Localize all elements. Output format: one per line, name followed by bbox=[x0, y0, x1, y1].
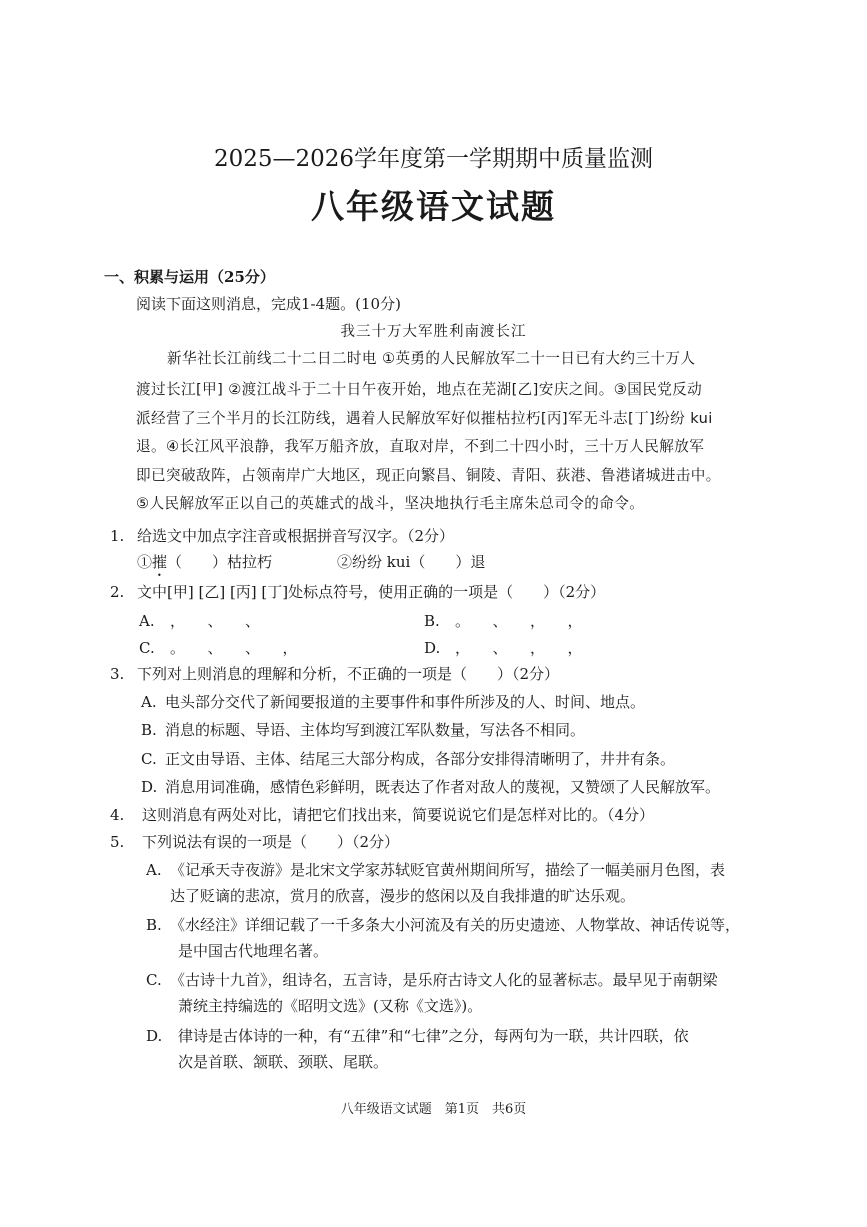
news-line: ⑤人民解放军正以自己的英雄式的战斗，坚决地执行毛主席朱总司令的命令。 bbox=[136, 495, 645, 512]
question-stem: 文中[甲] [乙] [丙] [丁]处标点符号，使用正确的一项是（ ）（2分） bbox=[137, 583, 606, 601]
option-text: 《记承天寺夜游》是北宋文学家苏轼贬官黄州期间所写，描绘了一幅美丽月色图，表 bbox=[170, 861, 726, 879]
q1-item-b: ②纷纷 kui（ ）退 bbox=[337, 553, 486, 571]
option-text: 正文由导语、主体、结尾三大部分构成，各部分安排得清晰明了，井井有条。 bbox=[165, 750, 676, 768]
news-line: 新华社长江前线二十二日二时电 ①英勇的人民解放军二十一日已有大约三十万人 bbox=[167, 350, 696, 367]
option-text: 消息的标题、导语、主体均写到渡江军队数量，写法各不相同。 bbox=[165, 721, 586, 739]
question-number: 5. bbox=[110, 833, 125, 851]
option-text: 电头部分交代了新闻要报道的主要事件和事件所涉及的人、时间、地点。 bbox=[165, 693, 646, 711]
news-title: 我三十万大军胜利南渡长江 bbox=[340, 324, 527, 340]
option-letter: B. bbox=[141, 721, 157, 739]
main-title: 八年级语文试题 bbox=[311, 187, 556, 226]
option-letter: D. bbox=[424, 639, 441, 657]
news-line: 退。④长江风平浪静，我军万船齐放，直取对岸，不到二十四小时，三十万人民解放军 bbox=[136, 438, 705, 455]
option-marks: 。 、 ， ， bbox=[455, 612, 583, 630]
news-line: 即已突破敌阵，占领南岸广大地区，现正向繁昌、铜陵、青阳、荻港、鲁港诸城进击中。 bbox=[136, 467, 721, 484]
option-text: 达了贬谪的悲凉，赏月的欣喜，漫步的悠闲以及自我排遣的旷达乐观。 bbox=[170, 887, 636, 905]
option-letter: C. bbox=[146, 971, 162, 989]
option-text: 萧统主持编选的《昭明文选》(又称《文选》)。 bbox=[178, 997, 483, 1015]
option-marks: 。 、 、 ， bbox=[170, 639, 298, 657]
option-letter: A. bbox=[146, 861, 162, 879]
question-stem: 下列对上则消息的理解和分析，不正确的一项是（ ）（2分） bbox=[137, 665, 560, 683]
question-stem: 这则消息有两处对比，请把它们找出来，简要说说它们是怎样对比的。（4分） bbox=[142, 806, 655, 824]
question-stem: 给选文中加点字注音或根据拼音写汉字。（2分） bbox=[137, 527, 455, 545]
option-text: 是中国古代地理名著。 bbox=[178, 942, 329, 960]
question-number: 1. bbox=[110, 527, 125, 545]
option-text: 《水经注》详细记载了一千多条大小河流及有关的历史遗迹、人物掌故、神话传说等， bbox=[170, 916, 741, 934]
circle-number: ① bbox=[137, 553, 153, 571]
q1-item-a bbox=[137, 553, 272, 580]
option-text: 《古诗十九首》，组诗名，五言诗，是乐府古诗文人化的显著标志。最早见于南朝梁 bbox=[170, 971, 718, 989]
news-line: 渡过长江[甲] ②渡江战斗于二十日午夜开始，地点在芜湖[乙]安庆之间。③国民党反动 bbox=[136, 381, 703, 398]
option-letter: A. bbox=[139, 612, 155, 630]
option-letter: B. bbox=[424, 612, 440, 630]
dotted-character: 摧 bbox=[152, 553, 168, 571]
option-marks: ， 、 、 bbox=[170, 612, 261, 630]
section-instruction: 阅读下面这则消息，完成1-4题。(10分) bbox=[136, 295, 401, 313]
q1-item-a-rest: （ ）枯拉朽 bbox=[167, 553, 273, 571]
section-heading: 一、积累与运用（25分） bbox=[104, 268, 275, 286]
option-text: 律诗是古体诗的一种，有“五律”和“七律”之分，每两句为一联，共计四联，依 bbox=[178, 1027, 689, 1045]
option-letter: D. bbox=[141, 778, 158, 796]
question-number: 4. bbox=[110, 806, 125, 824]
option-letter: B. bbox=[146, 916, 162, 934]
question-number: 2. bbox=[110, 583, 125, 601]
question-number: 3. bbox=[110, 665, 125, 683]
option-letter: C. bbox=[141, 750, 157, 768]
option-letter: A. bbox=[141, 693, 157, 711]
page-footer: 八年级语文试题 第1页 共6页 bbox=[340, 1102, 527, 1117]
option-letter: D. bbox=[146, 1027, 163, 1045]
question-stem: 下列说法有误的一项是（ ）（2分） bbox=[142, 833, 400, 851]
option-letter: C. bbox=[139, 639, 155, 657]
option-text: 消息用词准确，感情色彩鲜明，既表达了作者对敌人的蔑视，又赞颂了人民解放军。 bbox=[165, 778, 721, 796]
option-text: 次是首联、颔联、颈联、尾联。 bbox=[178, 1053, 389, 1071]
news-line: 派经营了三个半月的长江防线，遇着人民解放军好似摧枯拉朽[丙]军无斗志[丁]纷纷 kui bbox=[136, 410, 713, 427]
exam-title: 2025—2026学年度第一学期期中质量监测 bbox=[213, 146, 654, 172]
option-marks: ， 、 ， ， bbox=[455, 639, 583, 657]
